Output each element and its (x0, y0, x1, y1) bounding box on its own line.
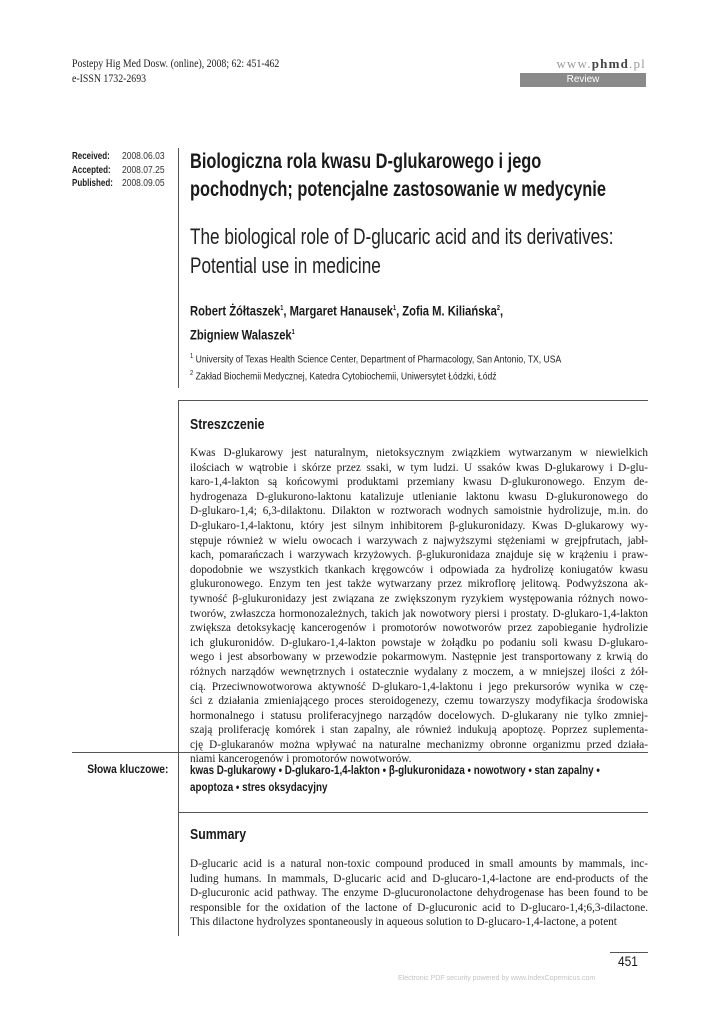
text-line: ich glukuronidów. D-glukaro-1,4-lakton powstaje w żołądku po podaniu soli kwasu D-glukaro- (190, 636, 648, 649)
date-label: Published: (72, 178, 113, 189)
text-line: tywność β-glukuronidazy jest związana ze zwiększonym ryzykiem występowania różnych nowo- (190, 592, 648, 605)
text-line: This dilactone hydrolyzes spontaneously in aqueous solution to D-glucaro-1,4-lactone, a potent (190, 916, 617, 929)
date-row-published (72, 177, 172, 191)
text-line: responsible for the oxidation of the lactone of D-glucuronic acid to D-glucaro-1,4;6,3-dilactone. (190, 901, 648, 914)
site-brand: phmd (591, 56, 630, 71)
text-line: ści z działania zmieniającego proces steroidogenezy, czemu towarzyszy modyfikacja środowiska (190, 695, 648, 708)
separator: , (500, 302, 504, 319)
keywords-label-text: Słowa kluczowe: (86, 762, 168, 776)
article-title-english (190, 222, 719, 280)
text-line: tworów, zwłaszcza hormonozależnych, takich jak nowotwory piersi i prostaty. D-glukaro-1,4-lakton (190, 607, 648, 620)
affiliation-number: 1 (190, 353, 194, 360)
keywords-line: kwas D-glukarowy • D-glukaro-1,4-lakton • β-glukuronidaza • nowotwory • stan zapalny • (190, 763, 600, 777)
section-divider (178, 812, 648, 813)
text-line: D-glucuronic acid pathway. The enzyme D-glucuronolactone dehydrogenase has been found to be (190, 887, 648, 900)
affiliation-item (190, 350, 561, 367)
text-line: D-glukaro-1,4-laktonu, który jest silnym inhibitorem β-glukuronidazy. Kwas D-glukarowy wy- (190, 519, 648, 532)
text-line: stępuje również w wielu owocach i warzywach z najwyższymi stężeniami w grejpfrutach, jabł- (190, 534, 648, 547)
affiliation-item (190, 367, 561, 384)
date-row-received (72, 150, 172, 164)
text-line: Kwas D-glukarowy jest naturalnym, nietoksycznym związkiem wytwarzanym w niewielkich (190, 447, 648, 459)
text-line: wego i jest absorbowany w przewodzie pokarmowym. Następnie jest transportowany z krwią do (190, 651, 648, 664)
author-name: Zbigniew Walaszek (190, 326, 292, 343)
text-line: karo-1,4-lakton są końcowymi produktami przemiany kwasu D-glukuronowego. Enzym de- (190, 476, 648, 489)
affiliation-number: 2 (190, 369, 194, 377)
text-line: hormonalnego i statusu proliferacyjnego narządów docelowych. D-glukarany nie tylko zmniej- (190, 709, 648, 722)
text-line: niami kancerogenów i promotorów nowotworów. (190, 753, 412, 766)
section-divider (178, 400, 648, 401)
author-name: , Margaret Hanausek (283, 302, 393, 319)
article-type-badge: Review (520, 73, 646, 87)
text-line: szają proliferację komórek i stan zapalny, ale również indukują apoptozę. Poprzez suplementa- (190, 724, 648, 737)
title-line: pochodnych; potencjalne zastosowanie w medycynie (190, 178, 606, 201)
text-line: D-glucaric acid is a natural non-toxic compound produced in small amounts by mammals, inc- (190, 858, 648, 870)
text-line: różnych narządów wewnętrznych i ostatecznie wydalany z moczem, a w mniejszej ilości z żół- (190, 665, 648, 678)
author-name: Robert Żółtaszek (190, 302, 281, 319)
abstract-body (190, 446, 648, 767)
title-line: Biologiczna rola kwasu D-glukarowego i jego (190, 150, 542, 173)
author-name: , Zofia M. Kiliańska (396, 302, 497, 319)
journal-citation (72, 56, 325, 86)
affiliation-ref: 1 (392, 305, 397, 312)
security-footer-note: Electronic PDF security powered by www.IndexCopernicus.com (398, 975, 596, 982)
affiliation-ref: 1 (280, 305, 284, 312)
keywords-divider (178, 752, 648, 753)
journal-issn-line: e-ISSN 1732-2693 (72, 71, 147, 85)
date-value: 2008.07.25 (122, 164, 165, 176)
title-line: The biological role of D-glucaric acid and its derivatives: (190, 224, 614, 249)
text-line: D-glukaro-1,4; 6,3-dilaktonu. Dilakton w roztworach wodnych samoistnie hydrolizuje, m.in. do (190, 505, 648, 518)
keywords-label (72, 762, 168, 776)
affiliation-ref: 1 (291, 328, 295, 336)
text-line: kach, pomarańczach i warzywach krzyżowych. β-glukuronidaza znajduje się w krążeniu i praw- (190, 549, 648, 562)
affiliation-text: Zakład Biochemii Medycznej, Katedra Cytobiochemii, Uniwersytet Łódzki, Łódź (195, 370, 497, 382)
text-line: ilościach w wątrobie i skórze przez ssaki, w tym ludzi. U ssaków kwas D-glukarowy i D-glu- (190, 461, 648, 474)
page-number (618, 953, 641, 969)
date-row-accepted (72, 164, 172, 178)
date-label: Received: (72, 151, 110, 162)
author-list (190, 298, 581, 345)
text-line: zwiększa detoksykację kancerogenów i promotorów nowotworów przez zapobieganie hydrolizie (190, 622, 648, 635)
site-prefix: www. (556, 56, 592, 71)
page-number-text: 451 (618, 953, 638, 969)
text-line: cią. Przeciwnowotworowa aktywność D-glukaro-1,4-laktonu i jego prekursorów wynika w czę- (190, 680, 648, 693)
summary-heading: Summary (190, 826, 247, 843)
keywords-line: apoptoza • stres oksydacyjny (190, 779, 328, 794)
site-suffix: .pl (629, 56, 646, 71)
journal-citation-line: Postepy Hig Med Dosw. (online), 2008; 62: 451-462 (72, 56, 280, 70)
author-line (190, 322, 503, 346)
summary-body (190, 857, 648, 930)
text-line: hydrogenaza D-glukurono-laktonu katalizuje utlenianie laktonu kwasu D-glukuronowego do (190, 490, 648, 503)
article-dates (72, 150, 172, 191)
text-line: dopodobnie we wszystkich tkankach kręgowców i odpowiada za hydrolizę koniugatów kwasu (190, 563, 648, 576)
author-line (190, 298, 503, 322)
date-value: 2008.09.05 (122, 178, 165, 189)
affiliation-ref: 2 (496, 305, 501, 312)
affiliations (190, 350, 643, 383)
date-value: 2008.06.03 (122, 151, 165, 162)
text-line: cję D-glukaranów można wpływać na naturalne mechanizmy obronne organizmu przed działa- (190, 738, 648, 751)
date-label: Accepted: (72, 164, 111, 176)
keywords-divider (72, 752, 178, 753)
keywords-list (190, 762, 660, 795)
column-divider (178, 400, 179, 936)
text-line: glukuronowego. Enzym ten jest także wytwarzany przez mikroflorę jelitową. Podwyższona ak- (190, 578, 648, 591)
title-line: Potential use in medicine (190, 253, 381, 278)
journal-website[interactable] (520, 56, 646, 72)
article-title-polish (190, 148, 719, 204)
column-divider (178, 148, 179, 388)
text-line: luding humans. In mammals, D-glucaric acid and D-glucaro-1,4-lactone are end-products of the (190, 872, 648, 885)
affiliation-text: University of Texas Health Science Center, Department of Pharmacology, San Antonio, TX, USA (195, 353, 562, 366)
abstract-heading: Streszczenie (190, 416, 265, 433)
